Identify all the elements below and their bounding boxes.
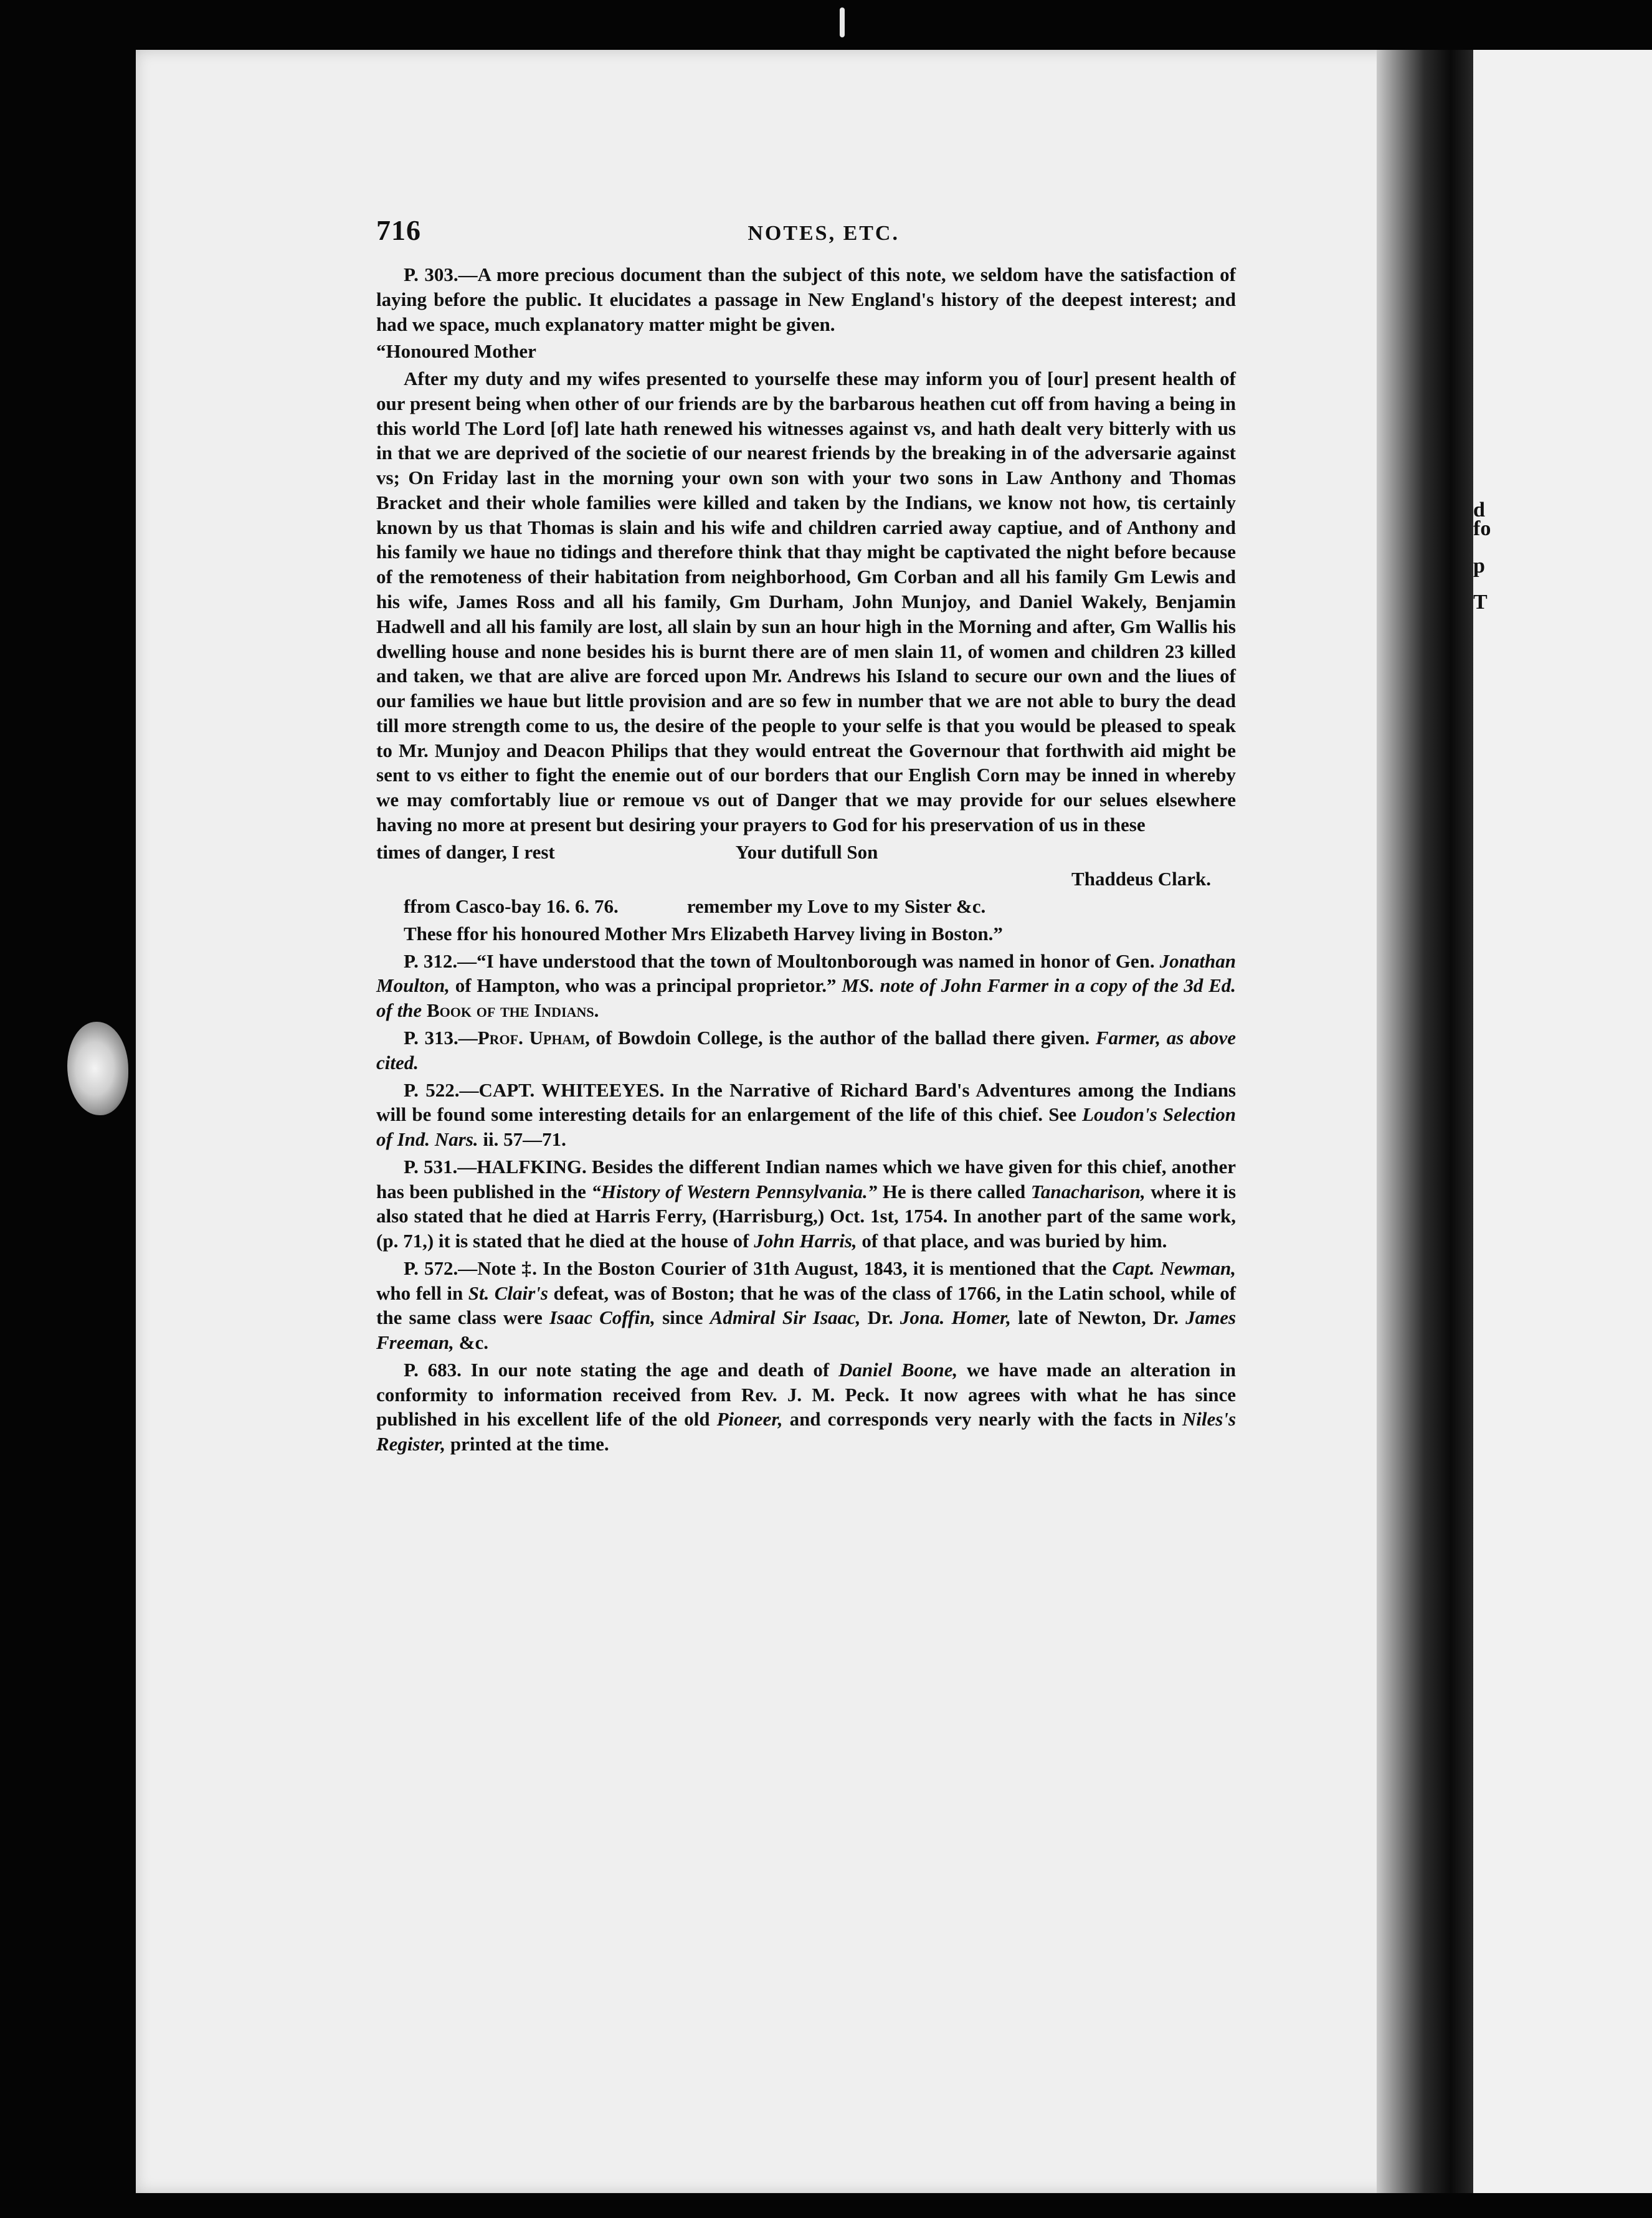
note-312-name: Jonathan Moulton, bbox=[376, 950, 1237, 997]
adjacent-page-fragment: d bbox=[1473, 498, 1485, 521]
note-683-text2: we have made an alteration in conformity to information received from Rev. J. M. Peck. It now agrees with what he has since published in his excellent life of the old bbox=[376, 1358, 1237, 1430]
note-312-text: P. 312.—“I have understood that the town of Moultonborough was named in honor of Gen. bbox=[404, 950, 1155, 972]
letter-body: After my duty and my wifes presented to yourselfe these may inform you of [our] present health of our present being when other of our friends are by the barbarous heathen cut off from having a being in this world The Lord [of] late hath renewed his witnesses against vs, and hath dealt very bitterly with us in that we are deprived of the societie of our nearest friends by the breaking in of the adversarie against vs; On Friday last in the morning your own son with your two sons in Law Anthony and Thomas Bracket and their whole families were killed and taken by the Indians, we know not how, tis certainly known by us that Thomas is slain and his wife and children carried away captiue, and of Anthony and his family we haue no tidings and therefore think that thay might be captivated the night before because of the remoteness of their habitation from neighborhood, Gm Corban and all his family Gm Lewis and his wife, James Ross and all his family, Gm Durham, John Munjoy, and Daniel Wakely, Benjamin Hadwell and all his family are lost, all slain by sun an hour high in the Morning and after, Gm Wallis his dwelling house and none besides his is burnt there are of men slain 11, of women and children 23 killed and taken, we that are alive are forced upon Mr. Andrews his Island to secure our own and the liues of our families we haue but little provision and are so few in number that we are not able to bury the dead till more strength come to us, the desire of the people to your selfe is that you would be pleased to speak to Mr. Munjoy and Deacon Philips that they would entreat the Governour that forthwith aid might be sent to vs either to fight the enemie out of our borders that our English Corn may be inned in whereby we may comfortably liue or remoue vs out of Danger that we may provide for our selues elsewhere having no more at present but desiring your prayers to God for his preservation of us in these bbox=[376, 368, 1236, 835]
note-572-text6: late of Newton, Dr. bbox=[1018, 1307, 1179, 1329]
note-312-text2: of Hampton, who was a principal proprietor.” bbox=[455, 974, 837, 997]
note-531-source: “History of Western Pennsylvania.” bbox=[591, 1180, 878, 1202]
note-522-pages: ii. 57—71. bbox=[483, 1128, 566, 1151]
note-531-text2: He is there called bbox=[882, 1180, 1026, 1202]
scan-speck bbox=[840, 7, 845, 37]
note-572-text2: who fell in bbox=[376, 1282, 463, 1304]
note-683-name2: Pioneer, bbox=[716, 1408, 783, 1430]
note-572-text: P. 572.—Note ‡. In the Boston Courier of 31th August, 1843, it is mentioned that the bbox=[404, 1257, 1107, 1279]
note-572-name6: James Freeman, bbox=[376, 1307, 1237, 1354]
note-572-text3: defeat, was of Boston; that he was of the class of 1766, in the Latin school, while of the same class were bbox=[376, 1282, 1237, 1329]
note-683-name: Daniel Boone, bbox=[838, 1358, 958, 1381]
note-313-lead: P. 313.—Prof. Upham, bbox=[404, 1026, 590, 1049]
note-303-intro: P. 303.—A more precious document than the subject of this note, we seldom have the satisfaction of laying before the public. It elucidates a passage in New England's history of the deepest interest; and had we space, much explanatory matter might be given. bbox=[376, 264, 1236, 335]
letter-signature: Thaddeus Clark. bbox=[1071, 868, 1211, 890]
note-683-text: P. 683. In our note stating the age and death of bbox=[404, 1358, 830, 1381]
note-572-text4: since bbox=[662, 1307, 703, 1329]
note-312-book: Book of the Indians. bbox=[426, 999, 599, 1022]
note-683 bbox=[376, 1358, 1236, 1457]
note-572-name2: St. Clair's bbox=[468, 1282, 548, 1304]
note-531 bbox=[376, 1154, 1236, 1254]
letter-closing-left: times of danger, I rest bbox=[376, 840, 555, 863]
note-531-text4: of that place, and was buried by him. bbox=[862, 1230, 1167, 1252]
note-683-text3: and corresponds very nearly with the facts in bbox=[789, 1408, 1175, 1430]
note-522-source: Loudon's Selection of Ind. Nars. bbox=[376, 1103, 1236, 1151]
note-531-name: Tanacharison, bbox=[1030, 1180, 1146, 1202]
note-572-name5: Jona. Homer, bbox=[900, 1307, 1012, 1329]
note-531-name2: John Harris, bbox=[754, 1230, 857, 1252]
adjacent-page-edge bbox=[1473, 50, 1652, 2193]
page-header bbox=[376, 212, 1236, 249]
note-572-name4: Admiral Sir Isaac, bbox=[710, 1307, 861, 1329]
note-313 bbox=[376, 1026, 1236, 1075]
letter-salutation: “Honoured Mother bbox=[376, 340, 536, 363]
note-522 bbox=[376, 1078, 1236, 1152]
note-313-text: of Bowdoin College, is the author of the ballad there given. bbox=[596, 1026, 1090, 1049]
letter-closing-right: Your dutifull Son bbox=[735, 840, 878, 863]
running-head: NOTES, ETC. bbox=[748, 222, 900, 245]
letter-closing bbox=[376, 840, 1236, 865]
note-572-text5: Dr. bbox=[867, 1307, 893, 1329]
gutter-shadow bbox=[1377, 50, 1483, 2193]
page-text bbox=[376, 212, 1236, 1459]
letter-address: These ffor his honoured Mother Mrs Elizabeth Harvey living in Boston.” bbox=[404, 922, 1003, 945]
note-683-source: Niles's Register, bbox=[376, 1408, 1237, 1455]
page-number: 716 bbox=[376, 214, 421, 246]
letter-dateline-right: remember my Love to my Sister &c. bbox=[686, 895, 986, 918]
letter-dateline-left: ffrom Casco-bay 16. 6. 76. bbox=[404, 895, 619, 918]
letter-dateline bbox=[376, 894, 1236, 919]
note-531-text3: where it is also stated that he died at Harris Ferry, (Harrisburg,) Oct. 1st, 1754. In another part of the same work, (p. 71,) it is stated that he died at the house of bbox=[376, 1180, 1237, 1252]
note-312 bbox=[376, 949, 1236, 1023]
note-572-text7: &c. bbox=[458, 1331, 488, 1354]
paper-stain bbox=[67, 1022, 128, 1115]
adjacent-page-fragment: T bbox=[1473, 591, 1488, 614]
note-312-source: MS. note of John Farmer in a copy of the 3d Ed. of the bbox=[376, 974, 1237, 1022]
note-683-text4: printed at the time. bbox=[450, 1433, 609, 1455]
note-572-name3: Isaac Coffin, bbox=[549, 1307, 655, 1329]
note-572 bbox=[376, 1256, 1236, 1355]
adjacent-page-fragment: fo bbox=[1473, 517, 1491, 540]
note-313-source: Farmer, as above cited. bbox=[376, 1026, 1236, 1073]
adjacent-page-fragment: p bbox=[1473, 554, 1485, 578]
note-572-name: Capt. Newman, bbox=[1112, 1257, 1236, 1279]
note-531-text: P. 531.—HALFKING. Besides the different Indian names which we have given for this chief, another has been published in the bbox=[376, 1155, 1236, 1202]
note-522-text: P. 522.—CAPT. WHITEEYES. In the Narrative of Richard Bard's Adventures among the Indians will be found some interesting details for an enlargement of the life of this chief. See bbox=[376, 1078, 1236, 1126]
